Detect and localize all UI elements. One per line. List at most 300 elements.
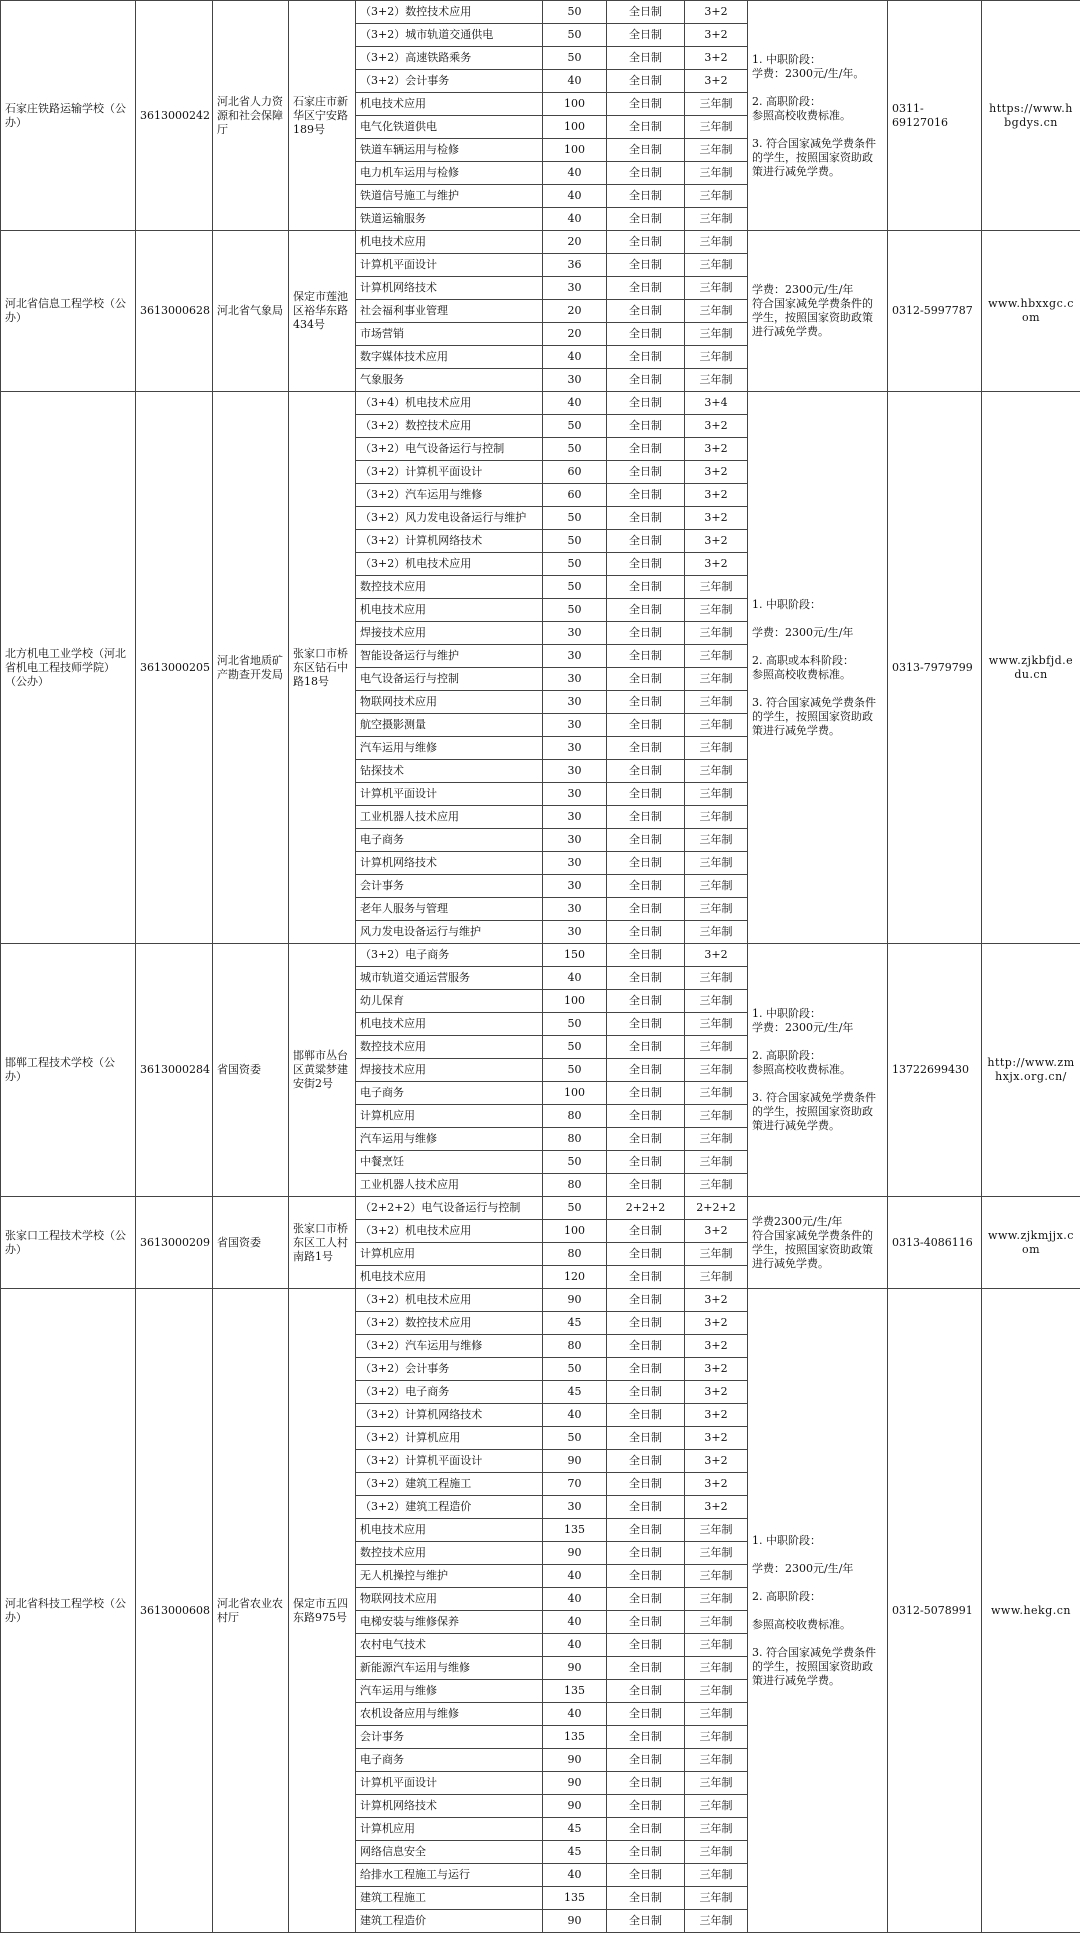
major-name: 计算机应用 xyxy=(356,1243,543,1266)
table-row xyxy=(1,944,1080,967)
enrollment-plan: 40 xyxy=(543,346,607,369)
school-name: 张家口工程技术学校（公办） xyxy=(1,1197,136,1289)
fee-line: 3. 符合国家减免学费条件的学生，按照国家资助政策进行减免学费。 xyxy=(752,695,876,737)
enrollment-plan: 30 xyxy=(543,760,607,783)
school-website: www.hekg.cn xyxy=(982,1289,1080,1933)
major-name: 给排水工程施工与运行 xyxy=(356,1864,543,1887)
major-name: 老年人服务与管理 xyxy=(356,898,543,921)
study-length: 三年制 xyxy=(685,1703,748,1726)
study-form: 全日制 xyxy=(607,783,685,806)
major-name: 工业机器人技术应用 xyxy=(356,806,543,829)
enrollment-plan: 100 xyxy=(543,1082,607,1105)
study-form: 全日制 xyxy=(607,369,685,392)
study-length: 三年制 xyxy=(685,1105,748,1128)
study-length: 3+2 xyxy=(685,1496,748,1519)
enrollment-plan: 20 xyxy=(543,231,607,254)
study-length: 三年制 xyxy=(685,1657,748,1680)
study-length: 三年制 xyxy=(685,1726,748,1749)
contact-phone: 0311-69127016 xyxy=(888,1,982,231)
study-form: 2+2+2 xyxy=(607,1197,685,1220)
study-form: 全日制 xyxy=(607,1335,685,1358)
study-length: 3+2 xyxy=(685,1220,748,1243)
study-form: 全日制 xyxy=(607,1013,685,1036)
enrollment-plan: 50 xyxy=(543,599,607,622)
major-name: 计算机网络技术 xyxy=(356,277,543,300)
fee-standard xyxy=(748,1197,888,1289)
enrollment-plan: 30 xyxy=(543,921,607,944)
study-form: 全日制 xyxy=(607,1565,685,1588)
enrollment-plan: 45 xyxy=(543,1381,607,1404)
enrollment-plan: 50 xyxy=(543,507,607,530)
study-length: 三年制 xyxy=(685,1795,748,1818)
enrollment-plan: 90 xyxy=(543,1450,607,1473)
study-length: 三年制 xyxy=(685,737,748,760)
major-name: 数控技术应用 xyxy=(356,576,543,599)
study-length: 三年制 xyxy=(685,254,748,277)
enrollment-plan: 80 xyxy=(543,1174,607,1197)
enrollment-plan: 30 xyxy=(543,875,607,898)
major-name: 机电技术应用 xyxy=(356,1013,543,1036)
contact-phone: 0312-5997787 xyxy=(888,231,982,392)
study-length: 三年制 xyxy=(685,1611,748,1634)
study-length: 3+2 xyxy=(685,1404,748,1427)
study-form: 全日制 xyxy=(607,461,685,484)
study-form: 全日制 xyxy=(607,1105,685,1128)
major-name: 数字媒体技术应用 xyxy=(356,346,543,369)
major-name: 智能设备运行与维护 xyxy=(356,645,543,668)
school-website: www.hbxxgc.com xyxy=(982,231,1080,392)
school-address: 保定市五四东路975号 xyxy=(289,1289,356,1933)
major-name: （3+2）电气设备运行与控制 xyxy=(356,438,543,461)
study-form: 全日制 xyxy=(607,967,685,990)
study-length: 3+2 xyxy=(685,507,748,530)
study-form: 全日制 xyxy=(607,1,685,24)
study-length: 三年制 xyxy=(685,783,748,806)
major-name: 钻探技术 xyxy=(356,760,543,783)
study-form: 全日制 xyxy=(607,1864,685,1887)
fee-line: 2. 高职阶段： xyxy=(752,1049,821,1062)
study-length: 三年制 xyxy=(685,898,748,921)
study-form: 全日制 xyxy=(607,898,685,921)
major-name: 计算机应用 xyxy=(356,1105,543,1128)
major-name: 汽车运用与维修 xyxy=(356,1128,543,1151)
study-form: 全日制 xyxy=(607,1289,685,1312)
major-name: 计算机网络技术 xyxy=(356,852,543,875)
study-form: 全日制 xyxy=(607,93,685,116)
enrollment-plan: 60 xyxy=(543,461,607,484)
supervising-dept: 省国资委 xyxy=(213,1197,289,1289)
study-form: 全日制 xyxy=(607,1772,685,1795)
enrollment-plan: 50 xyxy=(543,1358,607,1381)
study-form: 全日制 xyxy=(607,1588,685,1611)
study-length: 三年制 xyxy=(685,1864,748,1887)
enrollment-plan: 50 xyxy=(543,24,607,47)
study-form: 全日制 xyxy=(607,760,685,783)
major-name: （3+2）高速铁路乘务 xyxy=(356,47,543,70)
major-name: 焊接技术应用 xyxy=(356,1059,543,1082)
study-form: 全日制 xyxy=(607,70,685,93)
study-length: 三年制 xyxy=(685,208,748,231)
enrollment-plan: 50 xyxy=(543,1013,607,1036)
major-name: （3+2）计算机应用 xyxy=(356,1427,543,1450)
study-length: 三年制 xyxy=(685,1174,748,1197)
study-length: 2+2+2 xyxy=(685,1197,748,1220)
study-length: 三年制 xyxy=(685,1036,748,1059)
enrollment-plan: 50 xyxy=(543,553,607,576)
enrollment-plan: 50 xyxy=(543,1036,607,1059)
enrollment-plan: 80 xyxy=(543,1335,607,1358)
major-name: 机电技术应用 xyxy=(356,93,543,116)
enrollment-plan: 40 xyxy=(543,1404,607,1427)
school-code: 3613000209 xyxy=(136,1197,213,1289)
study-length: 三年制 xyxy=(685,93,748,116)
enrollment-plan: 135 xyxy=(543,1726,607,1749)
major-name: 新能源汽车运用与维修 xyxy=(356,1657,543,1680)
study-length: 三年制 xyxy=(685,1565,748,1588)
study-length: 三年制 xyxy=(685,1772,748,1795)
enrollment-plan: 90 xyxy=(543,1910,607,1933)
major-name: 农村电气技术 xyxy=(356,1634,543,1657)
study-form: 全日制 xyxy=(607,1519,685,1542)
enrollment-plan: 30 xyxy=(543,277,607,300)
major-name: 机电技术应用 xyxy=(356,599,543,622)
school-address: 张家口市桥东区钻石中路18号 xyxy=(289,392,356,944)
supervising-dept: 河北省人力资源和社会保障厅 xyxy=(213,1,289,231)
contact-phone: 0313-7979799 xyxy=(888,392,982,944)
study-length: 三年制 xyxy=(685,967,748,990)
study-form: 全日制 xyxy=(607,1818,685,1841)
study-length: 三年制 xyxy=(685,852,748,875)
fee-line: 2. 高职或本科阶段： xyxy=(752,653,854,667)
study-form: 全日制 xyxy=(607,553,685,576)
enrollment-plan: 40 xyxy=(543,1634,607,1657)
study-length: 三年制 xyxy=(685,1243,748,1266)
major-name: 机电技术应用 xyxy=(356,1266,543,1289)
enrollment-plan: 40 xyxy=(543,392,607,415)
enrollment-plan: 50 xyxy=(543,1,607,24)
fee-line: 2. 高职阶段： xyxy=(752,1589,821,1603)
study-form: 全日制 xyxy=(607,599,685,622)
study-form: 全日制 xyxy=(607,668,685,691)
study-length: 三年制 xyxy=(685,231,748,254)
school-website: www.zjkmjjx.com xyxy=(982,1197,1080,1289)
study-form: 全日制 xyxy=(607,300,685,323)
study-length: 三年制 xyxy=(685,1887,748,1910)
study-form: 全日制 xyxy=(607,484,685,507)
enrollment-plan: 90 xyxy=(543,1289,607,1312)
study-length: 三年制 xyxy=(685,760,748,783)
study-form: 全日制 xyxy=(607,346,685,369)
major-name: 计算机应用 xyxy=(356,1818,543,1841)
major-name: 计算机平面设计 xyxy=(356,254,543,277)
major-name: （3+4）机电技术应用 xyxy=(356,392,543,415)
school-code: 3613000628 xyxy=(136,231,213,392)
major-name: （3+2）计算机平面设计 xyxy=(356,1450,543,1473)
enrollment-plan: 40 xyxy=(543,967,607,990)
enrollment-plan: 135 xyxy=(543,1680,607,1703)
enrollment-plan: 90 xyxy=(543,1772,607,1795)
enrollment-plan: 50 xyxy=(543,438,607,461)
study-form: 全日制 xyxy=(607,1151,685,1174)
study-form: 全日制 xyxy=(607,1082,685,1105)
study-length: 三年制 xyxy=(685,645,748,668)
enrollment-plan: 40 xyxy=(543,162,607,185)
fee-line: 1. 中职阶段： xyxy=(752,597,821,611)
study-form: 全日制 xyxy=(607,1841,685,1864)
enrollment-plan: 100 xyxy=(543,1220,607,1243)
enrollment-plan: 120 xyxy=(543,1266,607,1289)
major-name: 电子商务 xyxy=(356,1082,543,1105)
study-form: 全日制 xyxy=(607,806,685,829)
enrollment-plan: 80 xyxy=(543,1105,607,1128)
study-length: 三年制 xyxy=(685,990,748,1013)
major-name: 焊接技术应用 xyxy=(356,622,543,645)
study-length: 3+2 xyxy=(685,484,748,507)
enrollment-plan: 90 xyxy=(543,1749,607,1772)
fee-line: 参照高校收费标准。 xyxy=(752,108,851,122)
table-row xyxy=(1,1197,1080,1220)
enrollment-plan: 40 xyxy=(543,1588,607,1611)
enrollment-plan: 30 xyxy=(543,783,607,806)
school-address: 石家庄市新华区宁安路189号 xyxy=(289,1,356,231)
study-form: 全日制 xyxy=(607,1174,685,1197)
major-name: 会计事务 xyxy=(356,1726,543,1749)
study-form: 全日制 xyxy=(607,139,685,162)
study-form: 全日制 xyxy=(607,507,685,530)
study-form: 全日制 xyxy=(607,1887,685,1910)
study-length: 3+2 xyxy=(685,1312,748,1335)
study-length: 3+2 xyxy=(685,24,748,47)
enrollment-plan: 45 xyxy=(543,1312,607,1335)
major-name: 数控技术应用 xyxy=(356,1542,543,1565)
study-length: 三年制 xyxy=(685,1841,748,1864)
major-name: （3+2）计算机网络技术 xyxy=(356,1404,543,1427)
enrollment-plan: 100 xyxy=(543,139,607,162)
school-name: 河北省科技工程学校（公办） xyxy=(1,1289,136,1933)
study-form: 全日制 xyxy=(607,1450,685,1473)
major-name: 幼儿保育 xyxy=(356,990,543,1013)
enrollment-plan: 45 xyxy=(543,1818,607,1841)
study-length: 三年制 xyxy=(685,714,748,737)
major-name: 无人机操控与维护 xyxy=(356,1565,543,1588)
study-length: 三年制 xyxy=(685,1519,748,1542)
major-name: 物联网技术应用 xyxy=(356,691,543,714)
major-name: 风力发电设备运行与维护 xyxy=(356,921,543,944)
fee-line: 学费：2300元/生/年 xyxy=(752,1021,854,1034)
study-form: 全日制 xyxy=(607,990,685,1013)
enrollment-plan: 135 xyxy=(543,1519,607,1542)
major-name: 铁道车辆运用与检修 xyxy=(356,139,543,162)
supervising-dept: 河北省气象局 xyxy=(213,231,289,392)
school-address: 保定市莲池区裕华东路434号 xyxy=(289,231,356,392)
study-length: 3+2 xyxy=(685,944,748,967)
enrollment-plan: 40 xyxy=(543,208,607,231)
study-length: 三年制 xyxy=(685,576,748,599)
school-name: 河北省信息工程学校（公办） xyxy=(1,231,136,392)
fee-line: 学费：2300元/生/年 xyxy=(752,283,854,296)
study-form: 全日制 xyxy=(607,737,685,760)
enrollment-plan: 30 xyxy=(543,622,607,645)
fee-standard xyxy=(748,944,888,1197)
fee-standard xyxy=(748,231,888,392)
study-form: 全日制 xyxy=(607,875,685,898)
enrollment-plan: 100 xyxy=(543,990,607,1013)
study-form: 全日制 xyxy=(607,231,685,254)
enrollment-plan: 30 xyxy=(543,898,607,921)
major-name: （3+2）城市轨道交通供电 xyxy=(356,24,543,47)
study-form: 全日制 xyxy=(607,1910,685,1933)
major-name: （3+2）电子商务 xyxy=(356,1381,543,1404)
study-form: 全日制 xyxy=(607,921,685,944)
enrollment-plan: 45 xyxy=(543,1841,607,1864)
enrollment-plan: 135 xyxy=(543,1887,607,1910)
school-name: 邯郸工程技术学校（公办） xyxy=(1,944,136,1197)
study-form: 全日制 xyxy=(607,254,685,277)
school-code: 3613000205 xyxy=(136,392,213,944)
fee-line: 1. 中职阶段： xyxy=(752,1007,821,1020)
enrollment-plan: 30 xyxy=(543,852,607,875)
study-form: 全日制 xyxy=(607,438,685,461)
study-length: 三年制 xyxy=(685,300,748,323)
study-form: 全日制 xyxy=(607,1542,685,1565)
major-name: 计算机平面设计 xyxy=(356,1772,543,1795)
study-length: 3+2 xyxy=(685,415,748,438)
major-name: 中餐烹饪 xyxy=(356,1151,543,1174)
study-length: 3+2 xyxy=(685,1358,748,1381)
study-length: 三年制 xyxy=(685,875,748,898)
major-name: （3+2）建筑工程造价 xyxy=(356,1496,543,1519)
fee-line: 2. 高职阶段： xyxy=(752,94,821,108)
study-length: 3+2 xyxy=(685,47,748,70)
enrollment-plan: 50 xyxy=(543,1151,607,1174)
supervising-dept: 省国资委 xyxy=(213,944,289,1197)
study-length: 三年制 xyxy=(685,668,748,691)
enrollment-plan: 50 xyxy=(543,47,607,70)
study-length: 三年制 xyxy=(685,1128,748,1151)
contact-phone: 0312-5078991 xyxy=(888,1289,982,1933)
school-website: https://www.hbgdys.cn xyxy=(982,1,1080,231)
major-name: 网络信息安全 xyxy=(356,1841,543,1864)
supervising-dept: 河北省地质矿产勘查开发局 xyxy=(213,392,289,944)
study-length: 三年制 xyxy=(685,1818,748,1841)
major-name: 计算机网络技术 xyxy=(356,1795,543,1818)
major-name: （3+2）汽车运用与维修 xyxy=(356,484,543,507)
enrollment-plan: 100 xyxy=(543,116,607,139)
enrollment-plan: 30 xyxy=(543,369,607,392)
enrollment-plan: 30 xyxy=(543,806,607,829)
school-address: 邯郸市丛台区黄粱梦建安街2号 xyxy=(289,944,356,1197)
study-length: 三年制 xyxy=(685,1266,748,1289)
fee-line: 参照高校收费标准。 xyxy=(752,1063,851,1076)
study-length: 3+2 xyxy=(685,461,748,484)
study-length: 三年制 xyxy=(685,1749,748,1772)
study-length: 三年制 xyxy=(685,599,748,622)
major-name: 市场营销 xyxy=(356,323,543,346)
enrollment-plan: 40 xyxy=(543,1611,607,1634)
major-name: 航空摄影测量 xyxy=(356,714,543,737)
enrollment-plan: 30 xyxy=(543,645,607,668)
school-code: 3613000242 xyxy=(136,1,213,231)
fee-line: 符合国家减免学费条件的学生，按照国家资助政策进行减免学费。 xyxy=(752,297,873,338)
study-length: 三年制 xyxy=(685,277,748,300)
study-length: 3+2 xyxy=(685,1427,748,1450)
study-length: 3+2 xyxy=(685,530,748,553)
major-name: 计算机平面设计 xyxy=(356,783,543,806)
school-address: 张家口市桥东区工人村南路1号 xyxy=(289,1197,356,1289)
school-code: 3613000608 xyxy=(136,1289,213,1933)
enrollment-plan: 60 xyxy=(543,484,607,507)
study-length: 3+2 xyxy=(685,1289,748,1312)
enrollment-plan: 30 xyxy=(543,829,607,852)
study-length: 3+2 xyxy=(685,1335,748,1358)
table-row xyxy=(1,1,1080,24)
major-name: 物联网技术应用 xyxy=(356,1588,543,1611)
enrollment-plan: 90 xyxy=(543,1795,607,1818)
contact-phone: 0313-4086116 xyxy=(888,1197,982,1289)
study-length: 三年制 xyxy=(685,1059,748,1082)
study-length: 三年制 xyxy=(685,1680,748,1703)
school-code: 3613000284 xyxy=(136,944,213,1197)
major-name: （3+2）建筑工程施工 xyxy=(356,1473,543,1496)
study-form: 全日制 xyxy=(607,1312,685,1335)
study-form: 全日制 xyxy=(607,1795,685,1818)
enrollment-plan: 40 xyxy=(543,1864,607,1887)
study-form: 全日制 xyxy=(607,576,685,599)
study-length: 三年制 xyxy=(685,1634,748,1657)
fee-line: 3. 符合国家减免学费条件的学生，按照国家资助政策进行减免学费。 xyxy=(752,1645,876,1687)
study-form: 全日制 xyxy=(607,1657,685,1680)
fee-standard xyxy=(748,1289,888,1933)
major-name: 电子商务 xyxy=(356,1749,543,1772)
study-length: 三年制 xyxy=(685,829,748,852)
study-length: 3+2 xyxy=(685,438,748,461)
major-name: 电子商务 xyxy=(356,829,543,852)
study-length: 3+2 xyxy=(685,1,748,24)
study-length: 三年制 xyxy=(685,1542,748,1565)
fee-standard xyxy=(748,392,888,944)
major-name: 工业机器人技术应用 xyxy=(356,1174,543,1197)
enrollment-plan: 150 xyxy=(543,944,607,967)
study-form: 全日制 xyxy=(607,691,685,714)
study-form: 全日制 xyxy=(607,1358,685,1381)
study-length: 三年制 xyxy=(685,921,748,944)
enrollment-plan: 50 xyxy=(543,1427,607,1450)
study-form: 全日制 xyxy=(607,1036,685,1059)
enrollment-plan: 50 xyxy=(543,530,607,553)
major-name: （3+2）计算机网络技术 xyxy=(356,530,543,553)
study-form: 全日制 xyxy=(607,1059,685,1082)
study-form: 全日制 xyxy=(607,530,685,553)
study-length: 三年制 xyxy=(685,622,748,645)
enrollment-plan: 20 xyxy=(543,323,607,346)
major-name: （3+2）会计事务 xyxy=(356,70,543,93)
school-name: 北方机电工业学校（河北省机电工程技师学院）（公办） xyxy=(1,392,136,944)
study-form: 全日制 xyxy=(607,829,685,852)
table-row xyxy=(1,392,1080,415)
major-name: （3+2）电子商务 xyxy=(356,944,543,967)
major-name: （3+2）风力发电设备运行与维护 xyxy=(356,507,543,530)
fee-line: 学费：2300元/生/年。 xyxy=(752,66,865,80)
major-name: 电气化铁道供电 xyxy=(356,116,543,139)
major-name: 会计事务 xyxy=(356,875,543,898)
table-row xyxy=(1,231,1080,254)
major-name: （3+2）机电技术应用 xyxy=(356,1220,543,1243)
enrollment-plan: 36 xyxy=(543,254,607,277)
school-name: 石家庄铁路运输学校（公办） xyxy=(1,1,136,231)
enrollment-plan: 70 xyxy=(543,1473,607,1496)
fee-line: 1. 中职阶段： xyxy=(752,1533,821,1547)
enrollment-plan: 30 xyxy=(543,691,607,714)
